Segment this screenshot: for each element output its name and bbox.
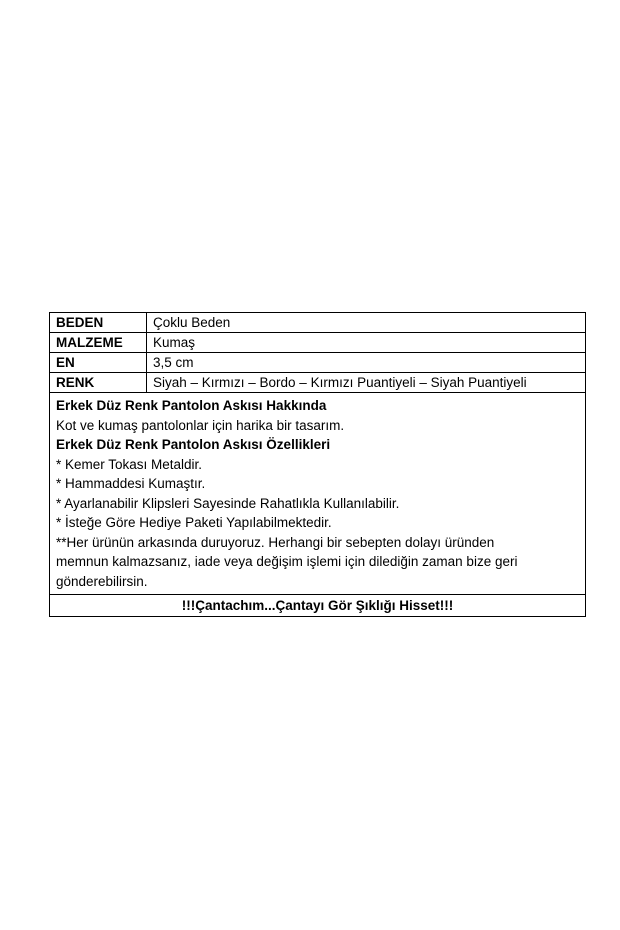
slogan-row: [50, 595, 586, 617]
guarantee-line: memnun kalmazsanız, iade veya değişim işlemi için dilediğin zaman bize geri: [56, 554, 518, 569]
feature-item: * Hammaddesi Kumaştır.: [56, 476, 206, 491]
spec-value: Siyah – Kırmızı – Bordo – Kırmızı Puantiyeli – Siyah Puantiyeli: [147, 373, 586, 393]
description-cell: [50, 393, 586, 595]
feature-item: * Ayarlanabilir Klipsleri Sayesinde Rahatlıkla Kullanılabilir.: [56, 495, 400, 511]
spec-label: BEDEN: [50, 313, 147, 333]
slogan: !!!Çantachım...Çantayı Gör Şıklığı Hisset!!!: [50, 595, 586, 617]
description-row: [50, 393, 586, 595]
spec-label: EN: [50, 353, 147, 373]
spec-row-beden: [50, 313, 586, 333]
spec-row-renk: [50, 373, 586, 393]
spec-value: 3,5 cm: [147, 353, 586, 373]
feature-item: * İsteğe Göre Hediye Paketi Yapılabilmektedir.: [56, 515, 332, 530]
about-heading: Erkek Düz Renk Pantolon Askısı Hakkında: [56, 398, 327, 413]
about-text: Kot ve kumaş pantolonlar için harika bir tasarım.: [56, 417, 345, 433]
spec-label: MALZEME: [50, 333, 147, 353]
product-info-table: [49, 312, 586, 617]
guarantee-line: gönderebilirsin.: [56, 573, 148, 589]
spec-row-malzeme: [50, 333, 586, 353]
guarantee-line: **Her ürünün arkasında duruyoruz. Herhangi bir sebepten dolayı üründen: [56, 534, 495, 550]
spec-value: Kumaş: [147, 333, 586, 353]
spec-label: RENK: [50, 373, 147, 393]
features-heading: Erkek Düz Renk Pantolon Askısı Özellikleri: [56, 437, 331, 452]
feature-item: * Kemer Tokası Metaldir.: [56, 456, 203, 472]
spec-row-en: [50, 353, 586, 373]
spec-value: Çoklu Beden: [147, 313, 586, 333]
